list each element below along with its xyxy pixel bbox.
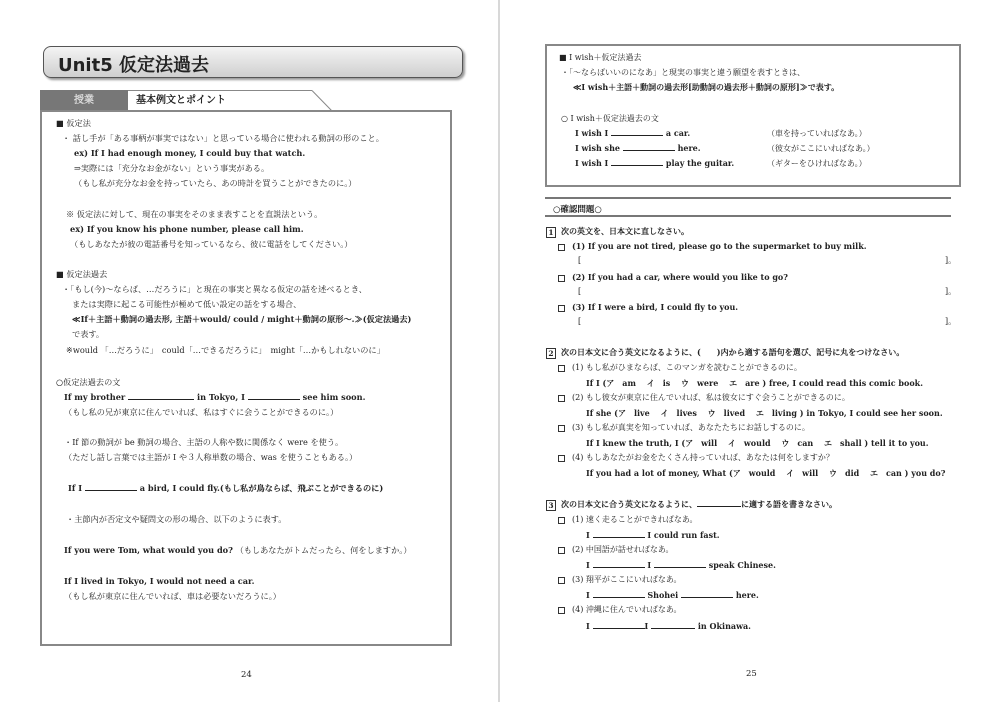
- text-fragment: I wish she: [575, 143, 620, 153]
- answer-bracket-open: [: [578, 317, 582, 326]
- question-item: [558, 604, 682, 616]
- item-japanese: (3) もし私が真実を知っていれば、あなたたちにお話しするのに。: [572, 423, 810, 432]
- item-japanese: (4) もしあなたがお金をたくさん持っていれば、あなたは何をしますか？: [572, 453, 834, 462]
- checkbox[interactable]: [558, 305, 565, 312]
- blank-sample: [697, 499, 741, 507]
- question-instruction: 次の英文を、日本文に直しなさい。: [561, 226, 689, 236]
- question-instruction: に適する語を書きなさい。: [741, 499, 837, 509]
- text-fragment: a bird, I could fly.(もし私が鳥ならば、飛ぶことができるのに): [139, 483, 384, 493]
- heading-subjunctive-past: ■ 仮定法過去: [56, 269, 108, 279]
- answer-bracket-close: ]。: [945, 256, 957, 265]
- answer-bracket-close: ]。: [945, 317, 957, 326]
- item-japanese: (1) 速く走ることができればなあ。: [572, 515, 698, 524]
- answer-blank[interactable]: [681, 590, 733, 598]
- checkbox[interactable]: [558, 455, 565, 462]
- text-line: ・If 節の動詞が be 動詞の場合、主語の人称や数に関係なく were を使う。: [64, 437, 344, 447]
- answer-blank[interactable]: [593, 560, 645, 568]
- item-english: [586, 589, 759, 601]
- answer-blank[interactable]: [651, 621, 695, 629]
- item-english: [586, 559, 776, 571]
- example-sentence: If I lived in Tokyo, I would not need a car.: [64, 576, 255, 586]
- question-1-heading: [546, 225, 689, 238]
- text-fragment: I: [586, 530, 590, 540]
- answer-bracket-close: ]。: [945, 287, 957, 296]
- wish-heading: ■ I wish＋仮定法過去: [559, 53, 642, 62]
- text-line: （もしあなたが彼の電話番号を知っているなら、彼に電話をしてください。）: [70, 239, 353, 249]
- wish-subheading: ○ I wish＋仮定法過去の文: [561, 114, 659, 123]
- answer-bracket-open: [: [578, 287, 582, 296]
- text-fragment: in Tokyo, I: [196, 392, 245, 402]
- question-item: [558, 301, 738, 314]
- item-english: If I knew the truth, I (ア will イ would ウ can エ shall ) tell it to you.: [586, 438, 929, 448]
- text-fragment: see him soon.: [302, 392, 366, 402]
- page-number: 25: [746, 669, 757, 679]
- item-japanese: (2) もし彼女が東京に住んでいれば、私は彼女にすぐ会うことができるのに。: [572, 393, 850, 402]
- text-fragment: I wish I: [575, 158, 609, 168]
- page-number: 24: [241, 670, 252, 680]
- item-english: [586, 529, 720, 541]
- example-sentence: ex) If you know his phone number, please call him.: [70, 224, 304, 234]
- text-line: ・「もし(今)～ならば、…だろうに」と現在の事実と異なる仮定の話を述べるとき、: [62, 284, 367, 294]
- checkbox[interactable]: [558, 425, 565, 432]
- text-fragment: play the guitar.: [665, 158, 735, 168]
- subheading-sentences: ○仮定法過去の文: [56, 377, 121, 387]
- text-fragment: here.: [735, 590, 759, 600]
- text-line: ※ 仮定法に対して、現在の事実をそのまま表すことを直説法という。: [66, 209, 323, 219]
- wish-translation: （ギターをひければなあ。）: [767, 159, 867, 168]
- question-instruction: 次の日本文に合う英文になるように、: [561, 499, 697, 509]
- question-2-heading: [546, 346, 904, 359]
- checkbox[interactable]: [558, 244, 565, 251]
- item-text: (3) If I were a bird, I could fly to you.: [572, 302, 739, 312]
- answer-blank[interactable]: [593, 590, 645, 598]
- text-fragment: speak Chinese.: [708, 560, 776, 570]
- item-text: (2) If you had a car, where would you like to go?: [572, 272, 788, 282]
- text-fragment: I: [647, 560, 652, 570]
- text-line: ・ 話し手が「ある事柄が事実ではない」と思っている場合に使われる動詞の形のこと。: [62, 133, 384, 143]
- item-japanese: (2) 中国語が話せればなあ。: [572, 545, 674, 554]
- unit-title: Unit5 仮定法過去: [43, 46, 463, 78]
- text-line: ・「～ならばいいのになあ」と現実の事実と違う願望を表すときは、: [561, 68, 805, 77]
- tab-label: 授業: [40, 90, 128, 111]
- formula-line: ≪I wish＋主語＋動詞の過去形[助動詞の過去形＋動詞の原形]≫で表す。: [573, 82, 840, 92]
- wish-translation: （車を持っていればなあ。）: [767, 129, 867, 138]
- checkbox[interactable]: [558, 517, 565, 524]
- question-item: [558, 240, 867, 253]
- question-number: 1: [546, 227, 556, 238]
- text-fragment: （もしあなたがトムだったら、何をしますか。）: [235, 545, 412, 555]
- text-fragment: I: [586, 590, 590, 600]
- item-english: If you had a lot of money, What (ア would イ will ウ did エ can ) you do?: [586, 468, 946, 478]
- question-item: [558, 544, 674, 556]
- text-fragment: If you were Tom, what would you do?: [64, 545, 233, 555]
- heading-subjunctive: ■ 仮定法: [56, 118, 91, 128]
- check-questions-title: ○確認問題○: [553, 205, 602, 215]
- answer-blank[interactable]: [593, 621, 645, 629]
- item-text: (1) If you are not tired, please go to the supermarket to buy milk.: [572, 241, 867, 251]
- item-english: If I (ア am イ is ウ were エ are ) free, I could read this comic book.: [586, 378, 923, 388]
- checkbox[interactable]: [558, 607, 565, 614]
- example-sentence: ex) If I had enough money, I could buy that watch.: [74, 148, 306, 158]
- text-fragment: If my brother: [64, 392, 126, 402]
- checkbox[interactable]: [558, 365, 565, 372]
- answer-bracket-open: [: [578, 256, 582, 265]
- text-fragment: here.: [677, 143, 701, 153]
- text-line: で表す。: [72, 329, 105, 339]
- tab-title: 基本例文とポイント: [128, 90, 298, 111]
- text-fragment: a car.: [665, 128, 691, 138]
- formula-line: ≪If＋主語＋動詞の過去形, 主語＋would/ could / might＋動詞の原形～.≫(仮定法過去): [72, 314, 412, 324]
- text-fragment: I wish I: [575, 128, 609, 138]
- checkbox[interactable]: [558, 275, 565, 282]
- text-fragment: I: [586, 560, 590, 570]
- text-line: ※would 「…だろうに」 could「…できるだろうに」 might「…かもしれないのに」: [66, 345, 385, 355]
- text-line: （もし私の兄が東京に住んでいれば、私はすぐに会うことができるのに。）: [64, 407, 339, 417]
- question-item: [558, 514, 698, 526]
- question-3-heading: [546, 498, 837, 511]
- item-japanese: (4) 沖縄に住んでいればなあ。: [572, 605, 682, 614]
- text-fragment: I: [586, 621, 590, 631]
- text-fragment: If I: [68, 483, 83, 493]
- checkbox[interactable]: [558, 577, 565, 584]
- checkbox[interactable]: [558, 395, 565, 402]
- question-item: [558, 271, 788, 284]
- item-english: [586, 620, 751, 632]
- text-line: ・主節内が否定文や疑問文の形の場合、以下のように表す。: [66, 514, 287, 524]
- wish-translation: （彼女がここにいればなあ。）: [767, 144, 875, 153]
- question-number: 2: [546, 348, 556, 359]
- text-line: ⇒実際には「充分なお金がない」という事実がある。: [74, 163, 270, 173]
- text-line: （ただし話し言葉では主語が I や３人称単数の場合、was を使うこともある。）: [64, 452, 358, 462]
- text-fragment: I: [644, 621, 649, 631]
- question-item: [558, 422, 810, 434]
- text-line: （もし私が東京に住んでいれば、車は必要ないだろうに。）: [64, 591, 281, 601]
- question-instruction: 次の日本文に合う英文になるように、( )内から適する語句を選び、記号に丸をつけなさい。: [561, 347, 905, 357]
- text-line: （もし私が充分なお金を持っていたら、あの時計を買うことができたのに。）: [74, 178, 357, 188]
- item-japanese: (3) 翔平がここにいればなあ。: [572, 575, 682, 584]
- question-item: [558, 452, 834, 464]
- checkbox[interactable]: [558, 547, 565, 554]
- item-english: If she (ア live イ lives ウ lived エ living ) in Tokyo, I could see her soon.: [586, 408, 943, 418]
- item-japanese: (1) もし私がひまならば、このマンガを読むことができるのに。: [572, 363, 802, 372]
- text-fragment: Shohei: [647, 590, 679, 600]
- question-item: [558, 362, 802, 374]
- question-number: 3: [546, 500, 556, 511]
- answer-blank[interactable]: [654, 560, 706, 568]
- question-item: [558, 392, 850, 404]
- text-fragment: I could run fast.: [647, 530, 720, 540]
- text-line: または実際に起こる可能性が極めて低い設定の話をする場合、: [72, 299, 302, 309]
- text-fragment: in Okinawa.: [697, 621, 751, 631]
- answer-blank[interactable]: [593, 530, 645, 538]
- question-item: [558, 574, 682, 586]
